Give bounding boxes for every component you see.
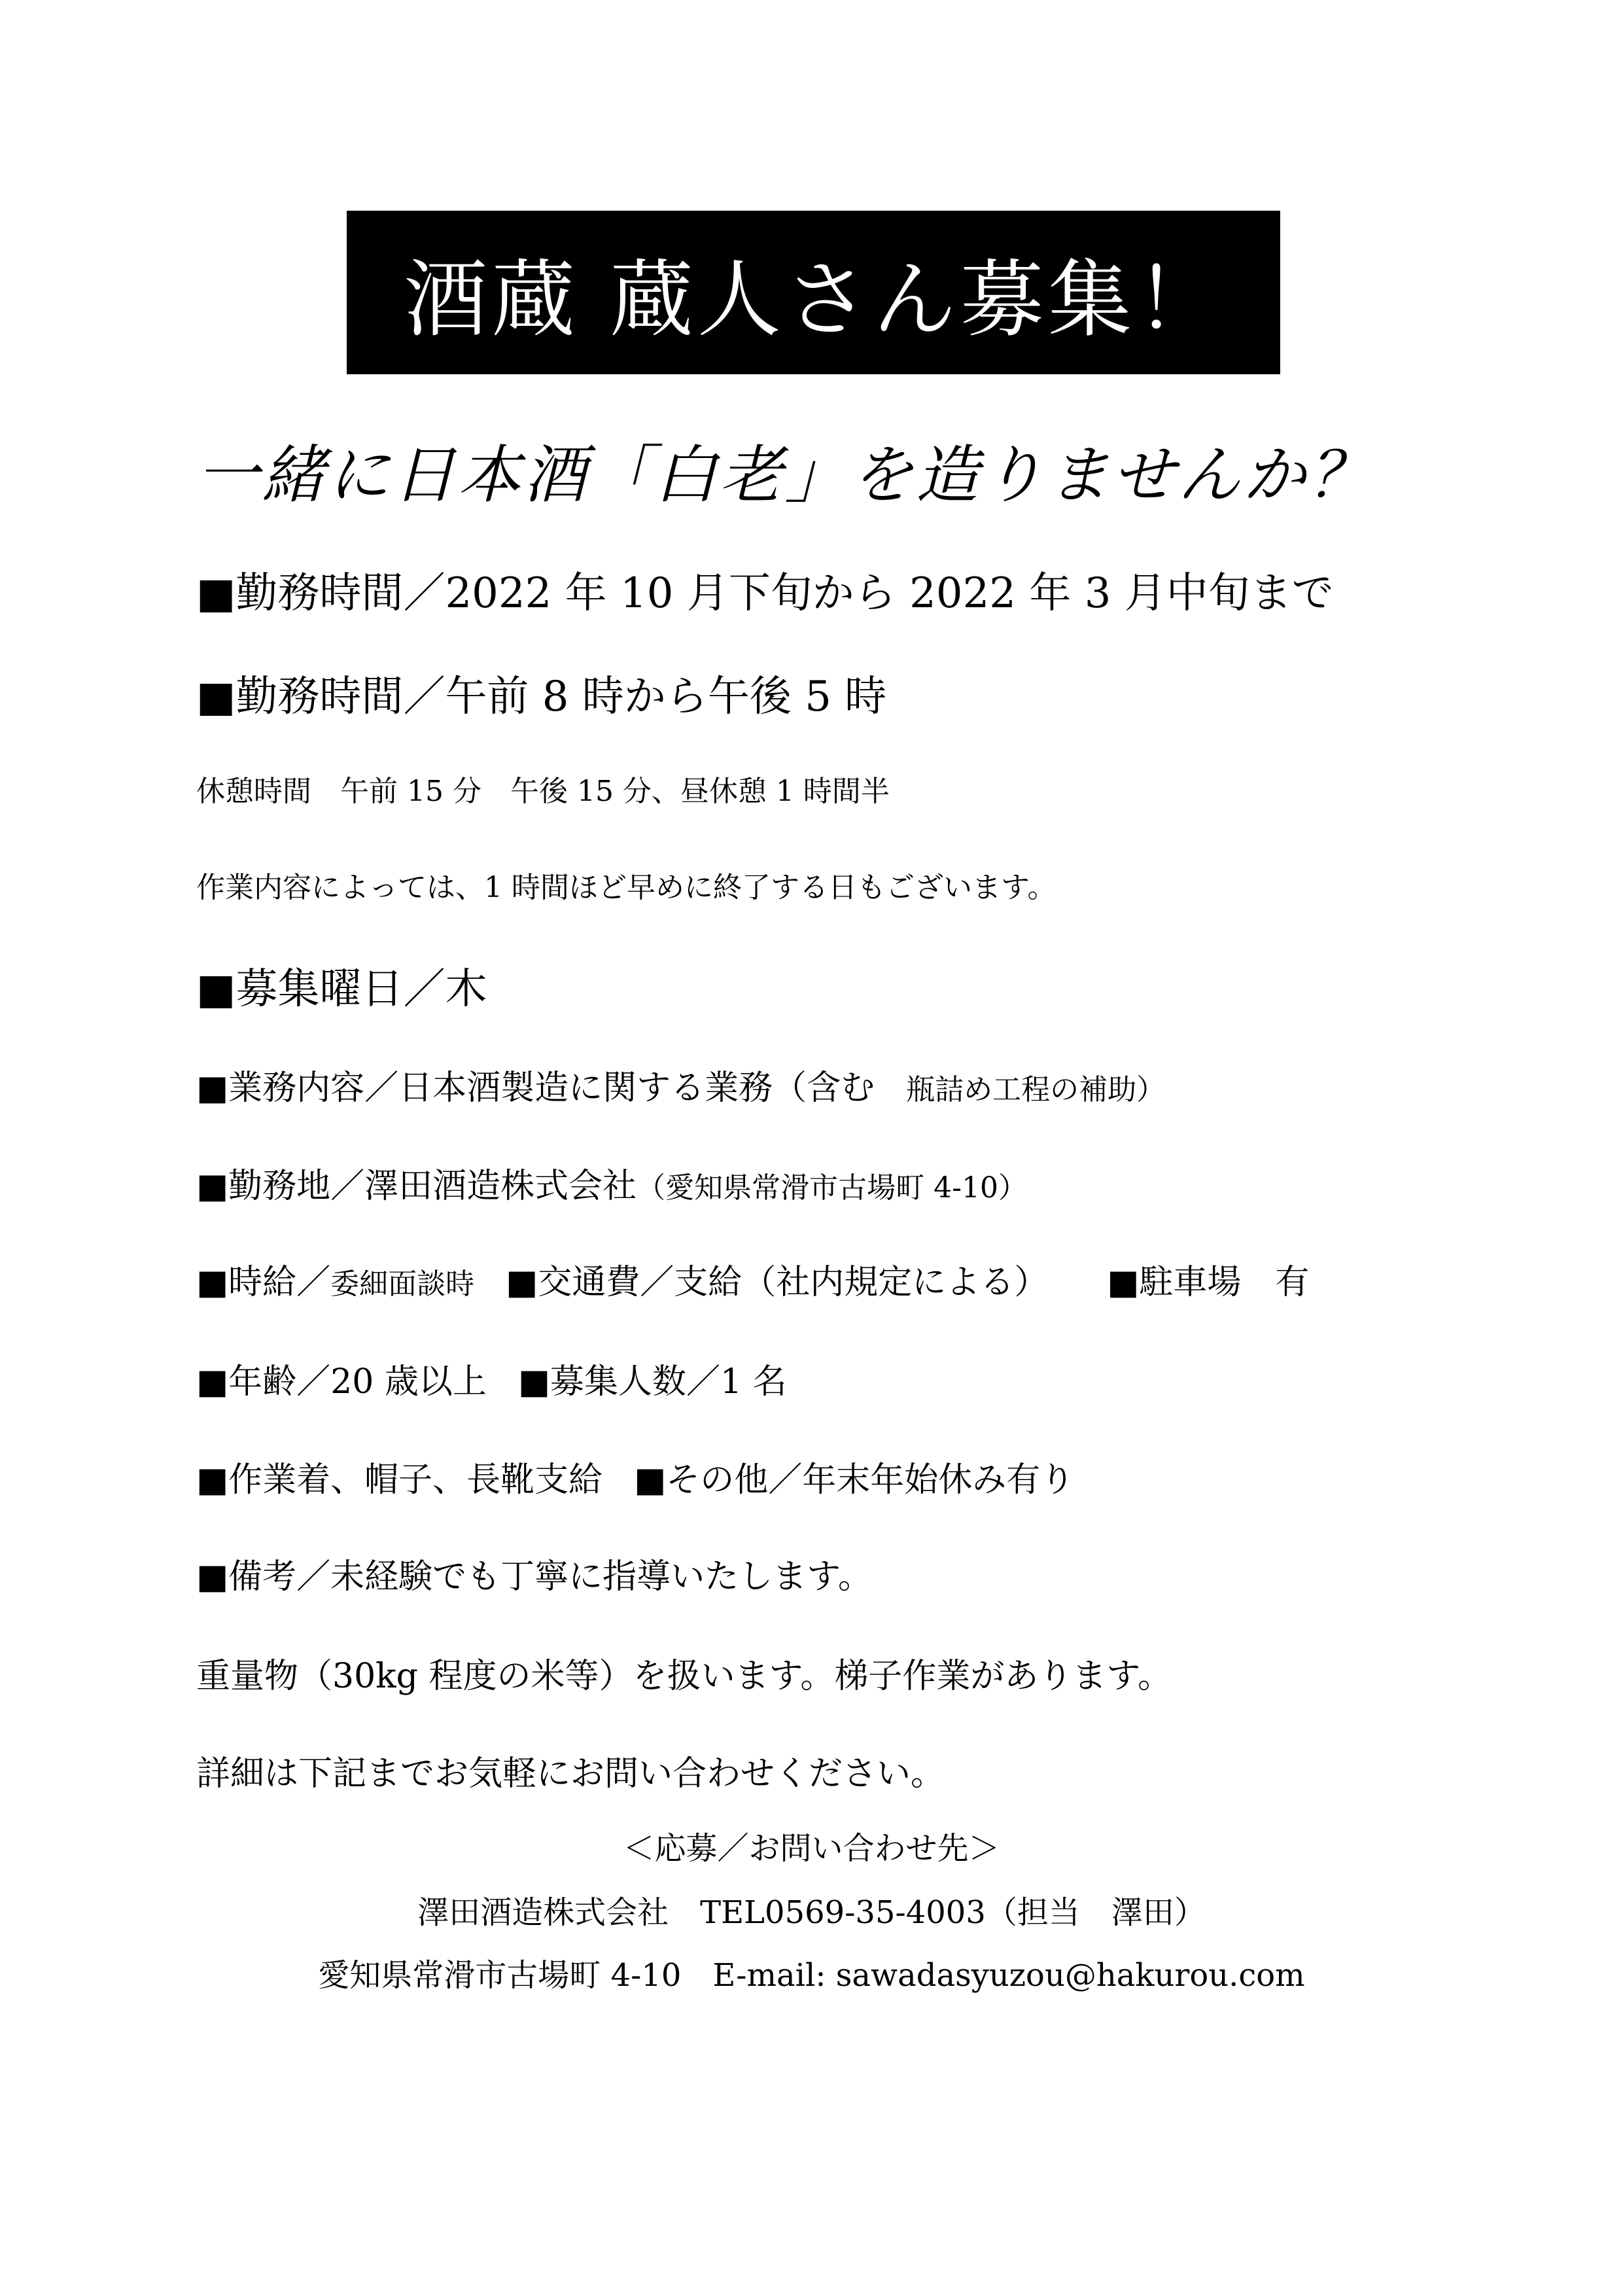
contact-company-tel: 澤田酒造株式会社 TEL0569-35-4003（担当 澤田） [417, 1894, 1206, 1931]
headcount: ■募集人数／1 名 [517, 1362, 787, 1402]
duties [196, 1060, 1165, 1109]
title-banner [347, 211, 1280, 374]
uniform: ■作業着、帽子、長靴支給 [196, 1460, 603, 1500]
wage-label: ■時給／ [196, 1263, 331, 1302]
subtitle: 一緒に日本酒「白老」を造りませんか？ [196, 438, 1374, 512]
work-hours: ■勤務時間／午前 8 時から午後 5 時 [196, 673, 887, 721]
contact-address-email: 愛知県常滑市古場町 4-10 E-mail: sawadasyuzou@hakurou.com [318, 1957, 1305, 1994]
contact-heading: ＜応募／お問い合わせ先＞ [623, 1830, 1000, 1867]
work-location [196, 1158, 1027, 1207]
page-title: 酒蔵 蔵人さん募集！ [404, 251, 1223, 349]
uniform-other [196, 1452, 1074, 1501]
age-headcount [196, 1354, 787, 1403]
location-main: ■勤務地／澤田酒造株式会社 [196, 1167, 637, 1206]
parking: ■駐車場 有 [1107, 1263, 1310, 1302]
wage-value: 委細面談時 [330, 1267, 475, 1301]
heavy-work-note: 重量物（30kg 程度の米等）を扱います。梯子作業があります。 [196, 1657, 1172, 1696]
other-benefits: ■その他／年末年始休み有り [634, 1460, 1075, 1500]
details-note: 詳細は下記までお気軽にお問い合わせください。 [196, 1754, 945, 1793]
age-requirement: ■年齢／20 歳以上 [196, 1362, 487, 1402]
location-address: （愛知県常滑市古場町 4-10） [637, 1171, 1027, 1205]
work-period: ■勤務時間／2022 年 10 月下旬から 2022 年 3 月中旬まで [196, 569, 1334, 618]
recruit-day: ■募集曜日／木 [196, 965, 487, 1014]
transport: ■交通費／支給（社内規定による） [506, 1263, 1049, 1302]
wage-transport-parking [196, 1254, 1309, 1303]
duties-main: ■業務内容／日本酒製造に関する業務（含む [196, 1069, 875, 1108]
notes: ■備考／未経験でも丁寧に指導いたします。 [196, 1557, 872, 1597]
early-finish-note: 作業内容によっては、1 時間ほど早めに終了する日もございます。 [196, 871, 1056, 904]
break-times: 休憩時間 午前 15 分 午後 15 分、昼休憩 1 時間半 [196, 775, 890, 808]
duties-sub: 瓶詰め工程の補助） [906, 1073, 1166, 1106]
